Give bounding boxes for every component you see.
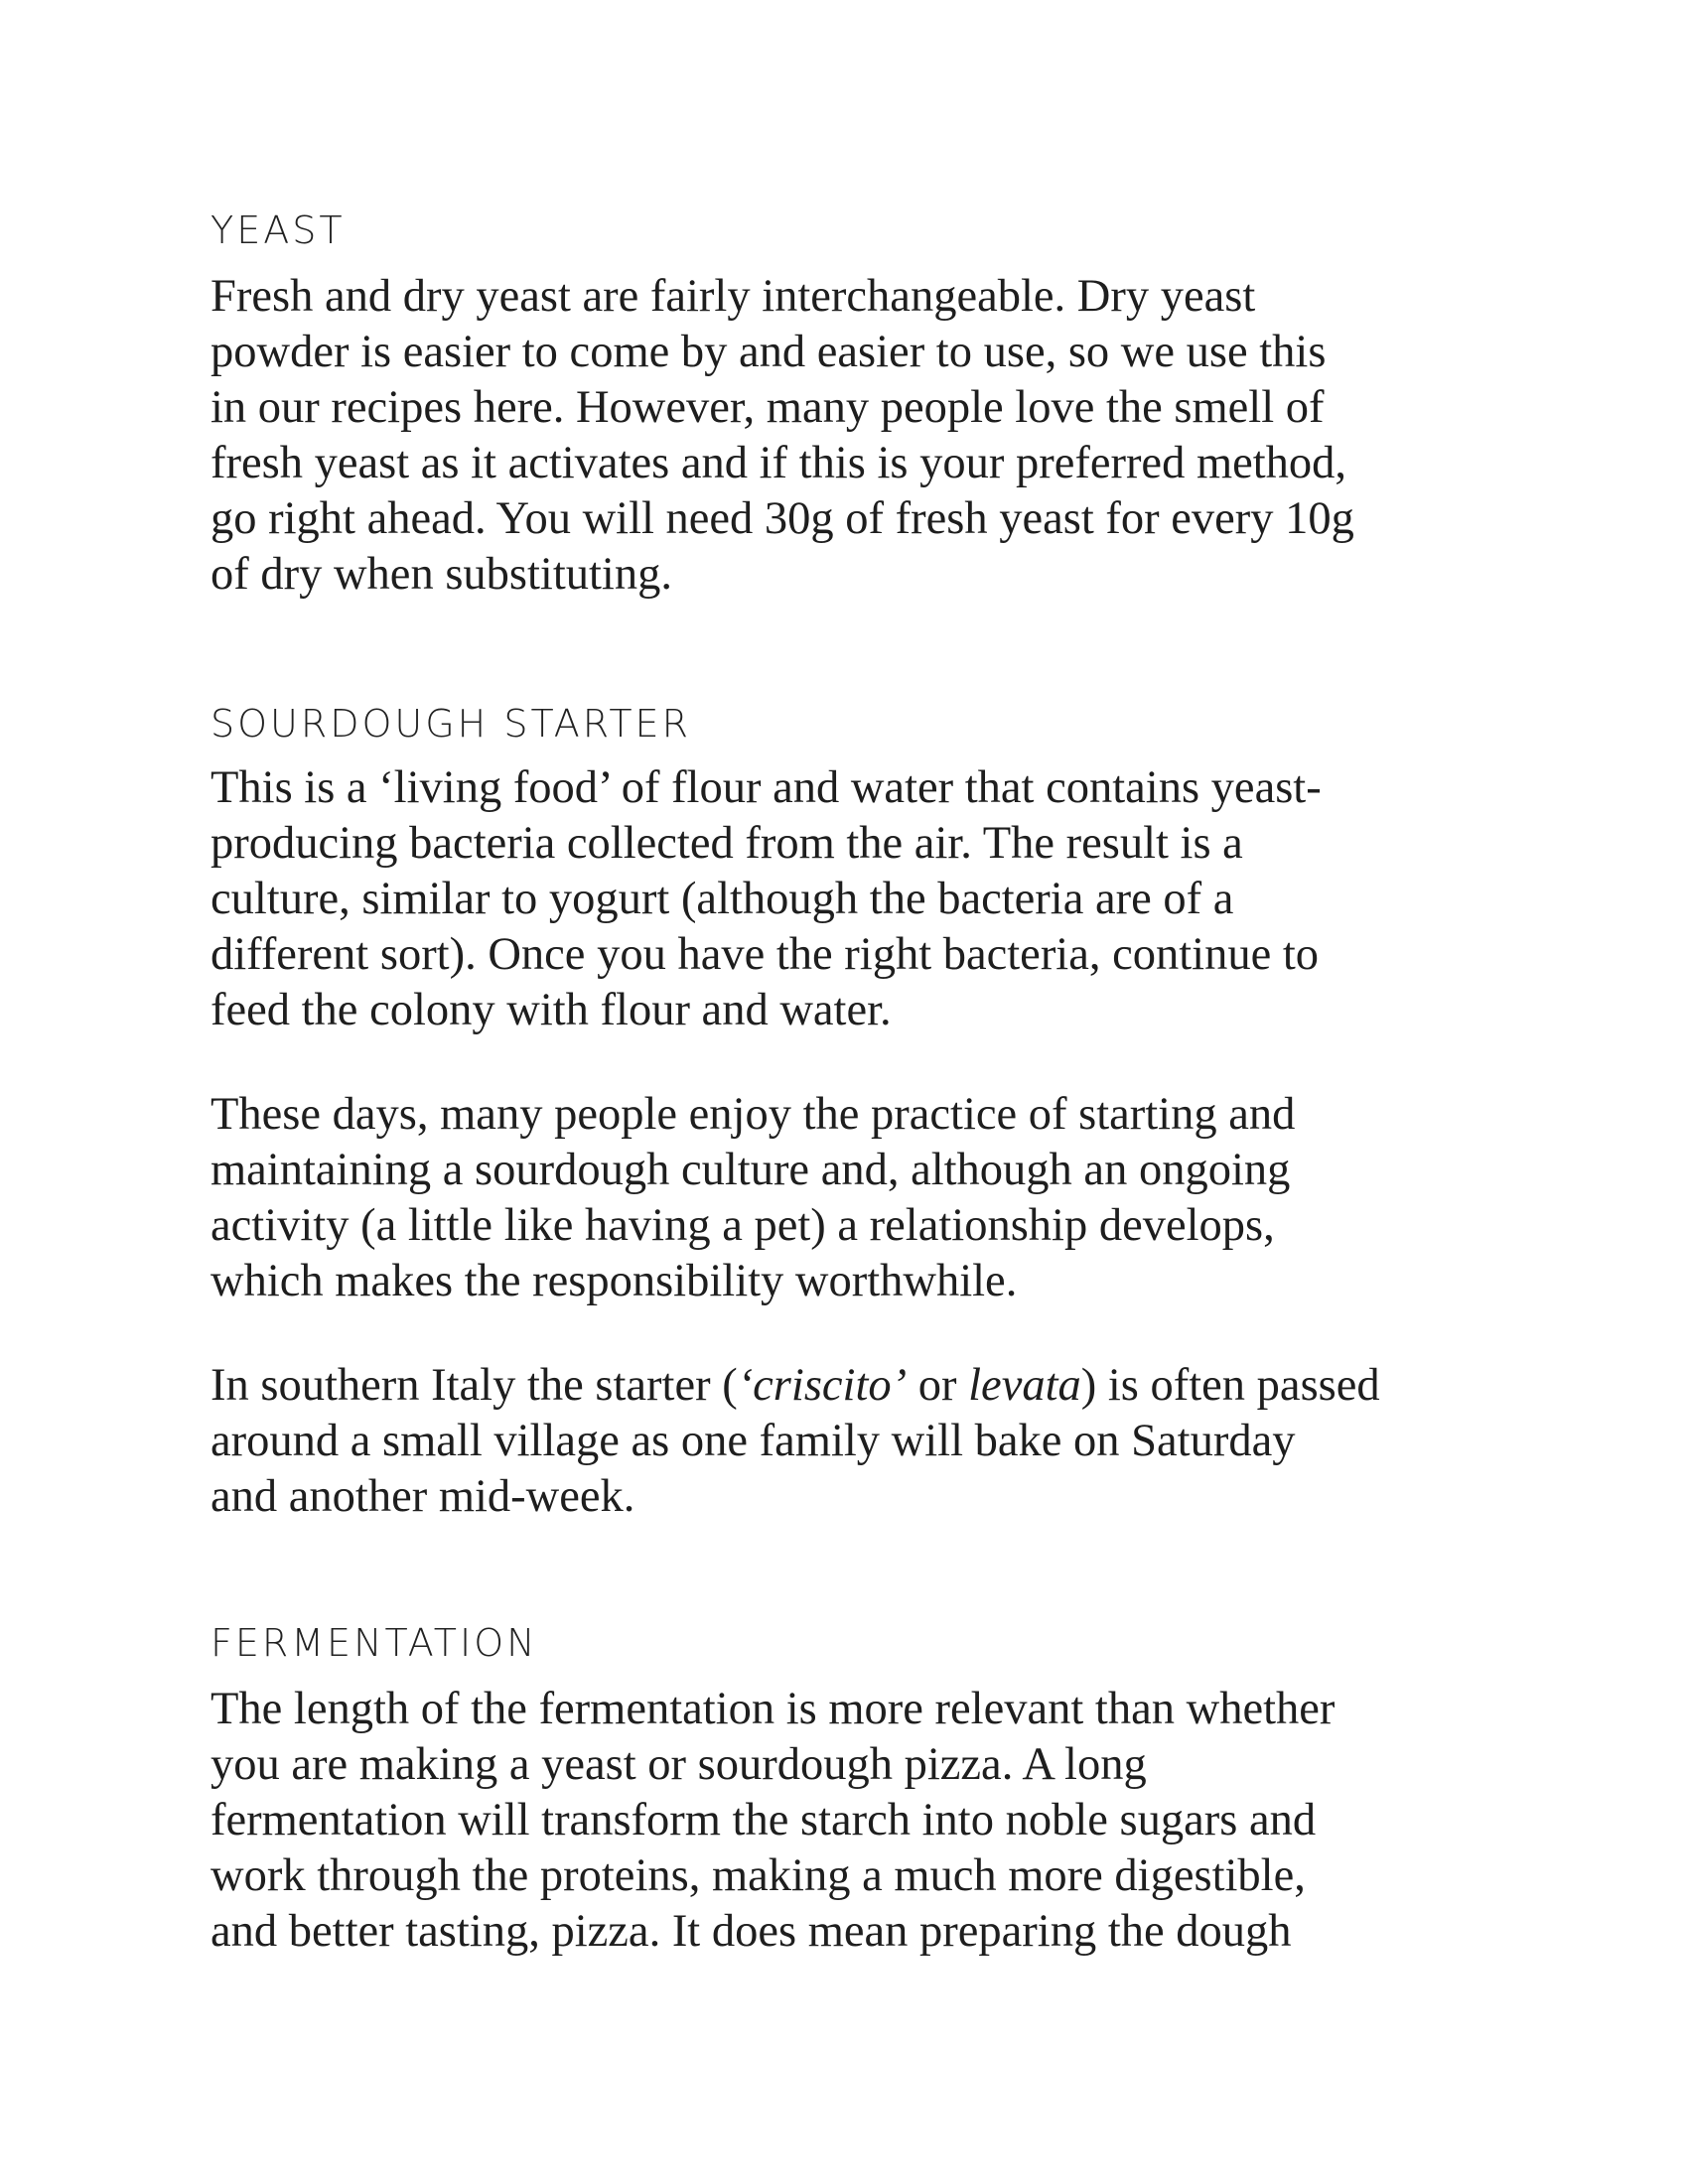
text-segment: or [907,1360,969,1411]
italic-term-levata: levata [968,1360,1081,1411]
text-line: This is a ‘living food’ of flour and water that contains yeast- [211,762,1322,813]
text-line: culture, similar to yogurt (although the bacteria are of a [211,874,1234,924]
sourdough-paragraph-3 [211,1358,1501,1525]
yeast-paragraph [211,269,1501,603]
text-line: you are making a yeast or sourdough pizza. A long [211,1739,1147,1790]
text-line: activity (a little like having a pet) a relationship develops, [211,1200,1275,1251]
text-line: which makes the responsibility worthwhile. [211,1256,1018,1306]
text-line: in our recipes here. However, many people love the smell of [211,382,1325,433]
sourdough-paragraph-1 [211,760,1501,1038]
text-line: fresh yeast as it activates and if this is your preferred method, [211,438,1347,488]
text-segment: ) is often passed [1080,1360,1380,1411]
section-heading-yeast: YEAST [211,208,346,252]
text-line: around a small village as one family will bake on Saturday [211,1416,1296,1466]
text-line: These days, many people enjoy the practice of starting and [211,1089,1296,1140]
text-line: go right ahead. You will need 30g of fresh yeast for every 10g [211,493,1354,544]
text-line: maintaining a sourdough culture and, although an ongoing [211,1145,1291,1195]
text-line: powder is easier to come by and easier to use, so we use this [211,327,1327,377]
text-line: work through the proteins, making a much more digestible, [211,1850,1306,1901]
section-heading-fermentation: FERMENTATION [211,1621,538,1665]
text-line: Fresh and dry yeast are fairly interchangeable. Dry yeast [211,271,1256,322]
text-line: of dry when substituting. [211,549,672,600]
text-segment: In southern Italy the starter ( [211,1360,738,1411]
sourdough-paragraph-2 [211,1087,1501,1309]
italic-term-criscito: ‘criscito’ [737,1360,908,1411]
text-line [211,1358,1501,1414]
fermentation-paragraph [211,1682,1501,1960]
text-line: and another mid-week. [211,1471,635,1522]
text-line: feed the colony with flour and water. [211,985,892,1035]
text-line: producing bacteria collected from the air. The result is a [211,818,1243,869]
text-line: fermentation will transform the starch into noble sugars and [211,1795,1317,1845]
text-line: The length of the fermentation is more relevant than whether [211,1684,1336,1734]
section-heading-sourdough-starter: SOURDOUGH STARTER [211,702,691,746]
text-line: different sort). Once you have the right bacteria, continue to [211,929,1320,980]
text-line: and better tasting, pizza. It does mean preparing the dough [211,1906,1292,1957]
